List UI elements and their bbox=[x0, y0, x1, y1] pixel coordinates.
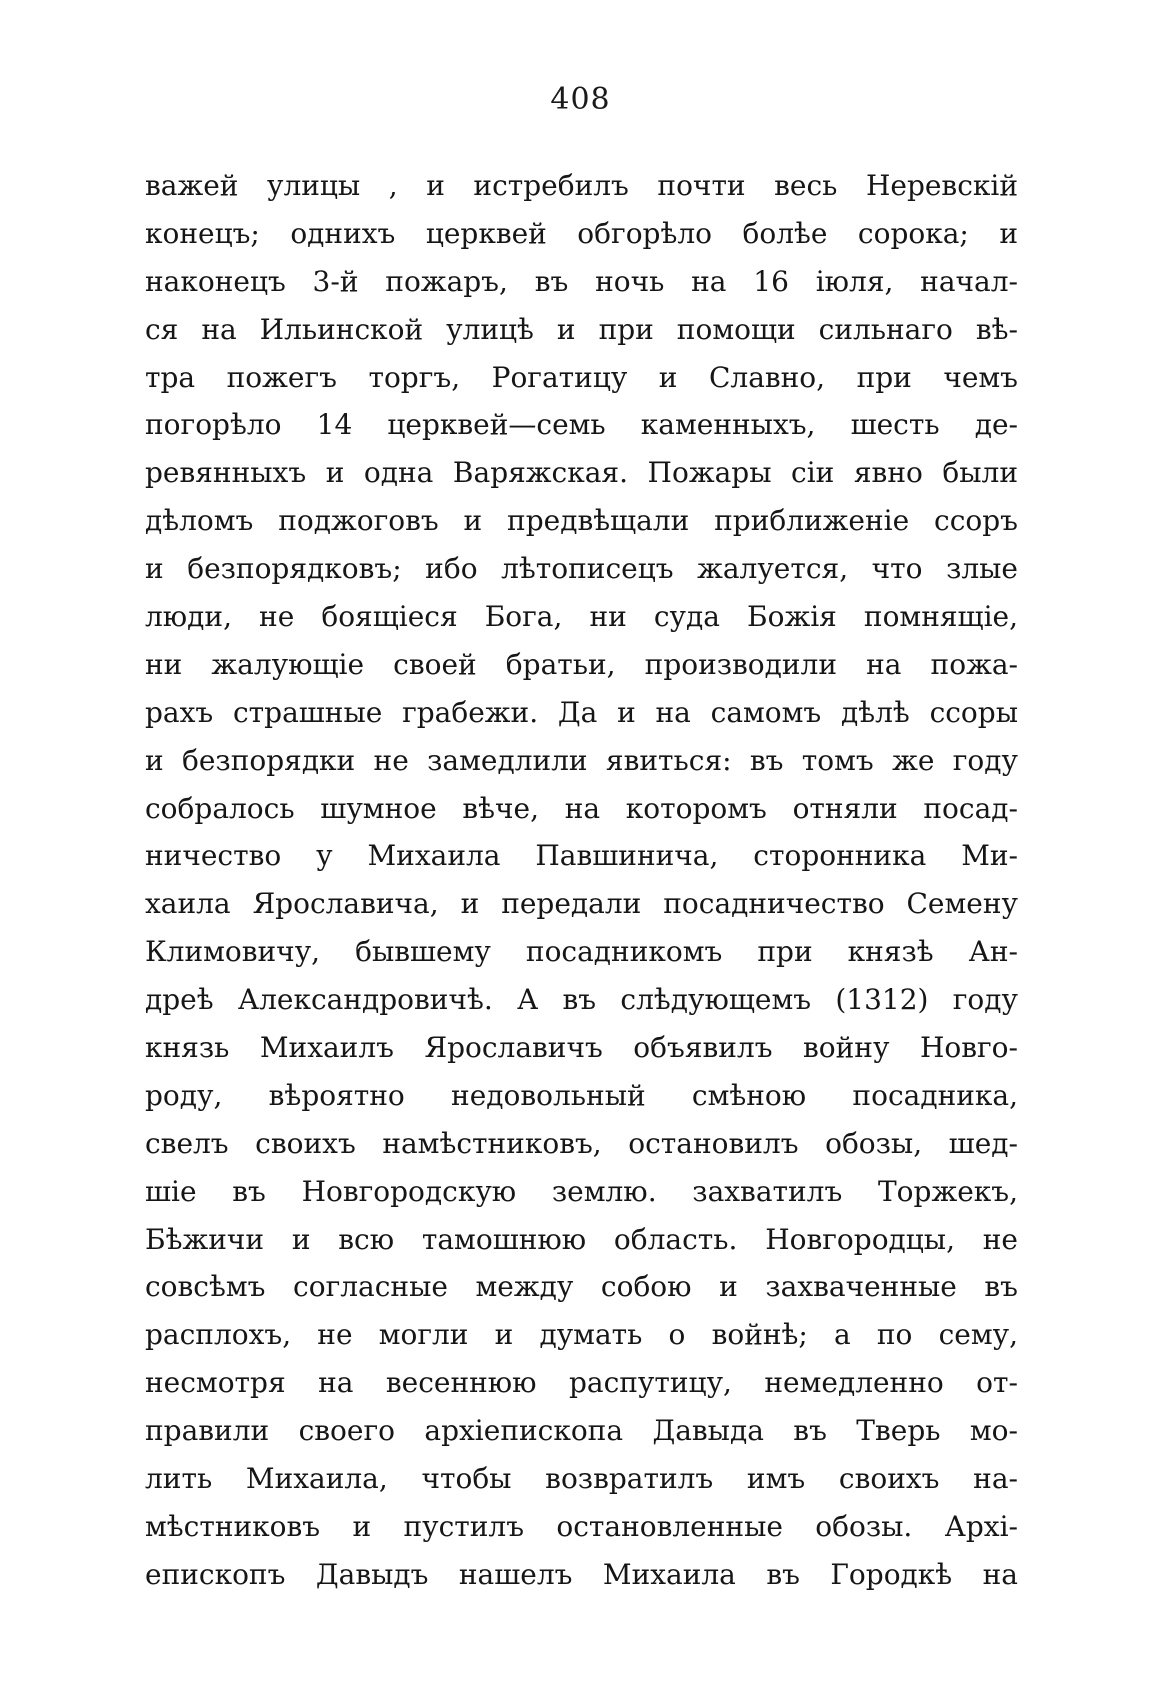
text-line: ни жалующіе своей братьи, производили на пожа- bbox=[145, 647, 1018, 681]
text-line: собралось шумное вѣче, на которомъ отняли посад- bbox=[145, 791, 1018, 825]
text-line: Климовичу, бывшему посадникомъ при князѣ Ан- bbox=[145, 935, 1018, 969]
text-line: Бѣжичи и всю тамошнюю область. Новгородцы, не bbox=[145, 1222, 1018, 1256]
text-line: наконецъ 3-й пожаръ, въ ночь на 16 іюля, начал- bbox=[145, 264, 1018, 298]
text-line: важей улицы , и истребилъ почти весь Неревскій bbox=[145, 169, 1018, 202]
text-line: ревянныхъ и одна Варяжская. Пожары сіи явно были bbox=[145, 456, 1018, 490]
text-line: совсѣмъ согласные между собою и захваченные въ bbox=[145, 1270, 1018, 1304]
page-number: 408 bbox=[550, 82, 611, 117]
text-line: расплохъ, не могли и думать о войнѣ; а по сему, bbox=[145, 1318, 1018, 1352]
text-line: несмотря на весеннюю распутицу, немедленно от- bbox=[145, 1366, 1018, 1400]
text-line: и безпорядковъ; ибо лѣтописецъ жалуется, что злые bbox=[145, 552, 1018, 586]
text-line: дреѣ Александровичѣ. А въ слѣдующемъ (1312) году bbox=[145, 983, 1018, 1017]
text-line: ся на Ильинской улицѣ и при помощи сильнаго вѣ- bbox=[145, 312, 1018, 346]
text-line: лить Михаила, чтобы возвратилъ имъ своихъ на- bbox=[145, 1462, 1018, 1496]
text-line: роду, вѣроятно недовольный смѣною посадника, bbox=[145, 1078, 1018, 1112]
text-line: шіе въ Новгородскую землю. захватилъ Торжекъ, bbox=[145, 1174, 1018, 1208]
text-line: ничество у Михаила Павшинича, сторонника Ми- bbox=[145, 839, 1018, 873]
text-line: правили своего архіепископа Давыда въ Тверь мо- bbox=[145, 1414, 1018, 1448]
text-line: дѣломъ поджоговъ и предвѣщали приближеніе ссоръ bbox=[145, 504, 1018, 538]
text-line: князь Михаилъ Ярославичъ объявилъ войну Новго- bbox=[145, 1031, 1018, 1065]
text-line: конецъ; однихъ церквей обгорѣло болѣе сорока; и bbox=[145, 216, 1018, 250]
text-line: епископъ Давыдъ нашелъ Михаила въ Городкѣ на bbox=[145, 1557, 1018, 1591]
text-line: погорѣло 14 церквей—семь каменныхъ, шесть де- bbox=[145, 408, 1018, 442]
text-line: рахъ страшные грабежи. Да и на самомъ дѣлѣ ссоры bbox=[145, 695, 1018, 729]
text-line: мѣстниковъ и пустилъ остановленные обозы. Архі- bbox=[145, 1509, 1018, 1543]
text-line: и безпорядки не замедлили явиться: въ томъ же году bbox=[145, 743, 1018, 777]
text-line: тра пожегъ торгъ, Рогатицу и Славно, при чемъ bbox=[145, 360, 1018, 394]
text-line: люди, не боящіеся Бога, ни суда Божія помнящіе, bbox=[145, 600, 1018, 634]
body-text bbox=[145, 162, 1018, 1599]
text-line: хаила Ярославича, и передали посадничество Семену bbox=[145, 887, 1018, 921]
text-line: свелъ своихъ намѣстниковъ, остановилъ обозы, шед- bbox=[145, 1126, 1018, 1160]
